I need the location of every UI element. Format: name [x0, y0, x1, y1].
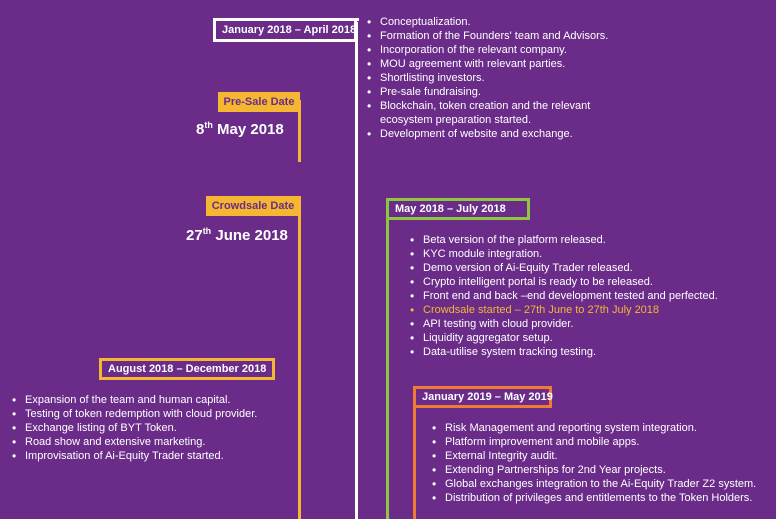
phase4-period-label: January 2019 – May 2019	[422, 391, 553, 403]
list-item: • Shortlisting investors.	[365, 71, 608, 85]
green-timeline-line	[386, 199, 389, 519]
list-item: • External Integrity audit.	[430, 449, 756, 463]
list-item: • Blockchain, token creation and the relevant	[365, 99, 608, 113]
phase1-milestone-list	[365, 15, 608, 141]
phase2-milestone-list	[408, 233, 718, 359]
phase1-period-label: January 2018 – April 2018	[222, 24, 357, 36]
list-item: • Distribution of privileges and entitlements to the Token Holders.	[430, 491, 756, 505]
list-item: • Platform improvement and mobile apps.	[430, 435, 756, 449]
phase4-period-box	[413, 386, 552, 408]
list-item: • Global exchanges integration to the Ai-Equity Trader Z2 system.	[430, 477, 756, 491]
list-item: • Extending Partnerships for 2nd Year projects.	[430, 463, 756, 477]
list-item: • Data-utilise system tracking testing.	[408, 345, 718, 359]
list-item: • MOU agreement with relevant parties.	[365, 57, 608, 71]
list-item: • Formation of the Founders' team and Advisors.	[365, 29, 608, 43]
list-item-highlight: • Crowdsale started – 27th June to 27th July 2018	[408, 303, 718, 317]
crowdsale-date-tag	[206, 196, 300, 216]
yellow-timeline-line-lower	[298, 196, 301, 519]
white-timeline-line	[355, 22, 358, 519]
list-item: • Demo version of Ai-Equity Trader released.	[408, 261, 718, 275]
phase3-milestone-list	[10, 393, 257, 463]
list-item: • Incorporation of the relevant company.	[365, 43, 608, 57]
crowdsale-date-label: Crowdsale Date	[211, 200, 295, 212]
list-item: • Exchange listing of BYT Token.	[10, 421, 257, 435]
list-item: • Risk Management and reporting system integration.	[430, 421, 756, 435]
list-item: • Road show and extensive marketing.	[10, 435, 257, 449]
crowdsale-date: 27th June 2018	[186, 226, 288, 244]
phase2-period-label: May 2018 – July 2018	[395, 203, 506, 215]
list-item: • Front end and back –end development tested and perfected.	[408, 289, 718, 303]
presale-date-label: Pre-Sale Date	[223, 96, 295, 108]
presale-date: 8th May 2018	[196, 120, 284, 138]
list-item: • API testing with cloud provider.	[408, 317, 718, 331]
list-item: • Improvisation of Ai-Equity Trader started.	[10, 449, 257, 463]
list-item: • Liquidity aggregator setup.	[408, 331, 718, 345]
list-item: • KYC module integration.	[408, 247, 718, 261]
presale-date-tag	[218, 92, 300, 112]
phase3-period-box	[99, 358, 275, 380]
list-item: • Conceptualization.	[365, 15, 608, 29]
list-item: • Development of website and exchange.	[365, 127, 608, 141]
list-item: • Beta version of the platform released.	[408, 233, 718, 247]
list-item-continuation: ecosystem preparation started.	[380, 114, 532, 126]
list-item: • Expansion of the team and human capital.	[10, 393, 257, 407]
list-item: • Pre-sale fundraising.	[365, 85, 608, 99]
list-item: • Testing of token redemption with cloud provider.	[10, 407, 257, 421]
phase4-milestone-list	[430, 421, 756, 505]
list-item: • Crypto intelligent portal is ready to be released.	[408, 275, 718, 289]
phase2-period-box	[386, 198, 530, 220]
phase3-period-label: August 2018 – December 2018	[108, 363, 267, 375]
phase1-period-box	[213, 18, 357, 42]
